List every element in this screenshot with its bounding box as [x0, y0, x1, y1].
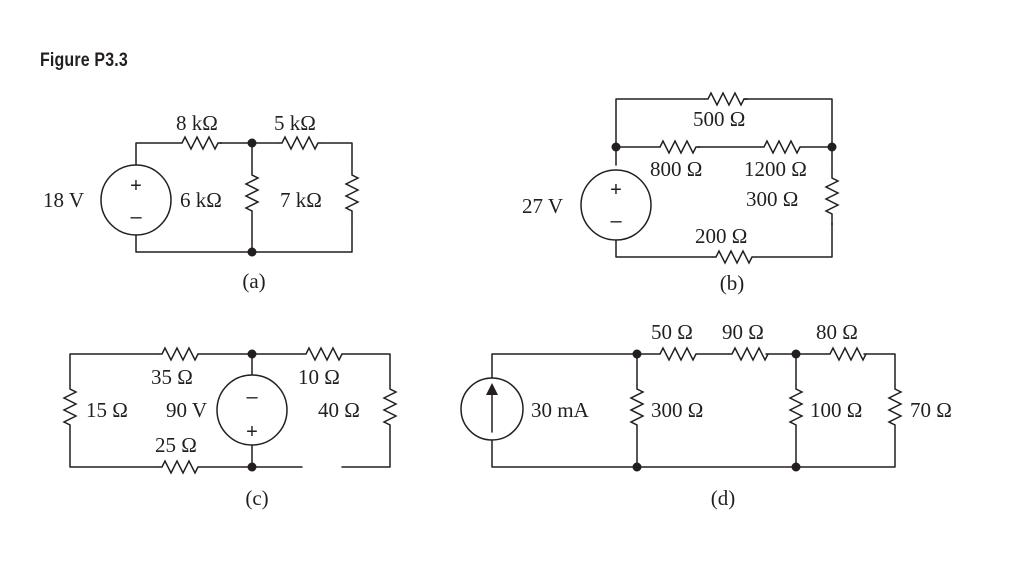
circuit-a-label-8k: 8 kΩ — [176, 111, 218, 135]
circuit-c-node-top — [248, 350, 257, 359]
circuit-c-caption: (c) — [245, 486, 269, 510]
circuit-a-label-6k: 6 kΩ — [180, 188, 222, 212]
figure-title: Figure P3.3 — [40, 50, 128, 71]
circuit-a-resistor-6k — [246, 172, 258, 222]
circuit-b-label-800: 800 Ω — [650, 157, 703, 181]
circuit-d-label-50: 50 Ω — [651, 320, 693, 344]
circuit-d-resistor-80 — [826, 348, 866, 360]
circuit-d-resistor-90 — [728, 348, 768, 360]
circuit-b-label-300: 300 Ω — [746, 187, 799, 211]
circuit-d-label-300: 300 Ω — [651, 398, 704, 422]
circuit-b-label-source: 27 V — [522, 194, 564, 218]
circuit-c — [64, 348, 396, 510]
circuit-a-node-bottom — [248, 248, 257, 257]
circuit-c-label-source: 90 V — [166, 398, 208, 422]
circuit-c-resistor-10 — [302, 348, 342, 360]
circuit-d-label-90: 90 Ω — [722, 320, 764, 344]
circuit-c-resistor-25 — [158, 461, 198, 473]
circuit-d-node-2-top — [792, 350, 801, 359]
circuit-c-source-minus: – — [246, 386, 258, 408]
circuit-b-node-right — [828, 143, 837, 152]
circuit-d — [461, 320, 952, 510]
circuit-b-resistor-1200 — [760, 141, 800, 153]
circuit-c-label-35: 35 Ω — [151, 365, 193, 389]
circuit-b-caption: (b) — [719, 271, 745, 295]
circuit-c-resistor-40 — [384, 385, 396, 435]
circuit-b-node-left — [612, 143, 621, 152]
circuit-a-resistor-7k — [346, 172, 358, 222]
circuit-b-resistor-200 — [712, 251, 752, 263]
circuit-d-resistor-50 — [660, 348, 696, 360]
circuit-c-label-40: 40 Ω — [318, 398, 360, 422]
circuit-a-label-7k: 7 kΩ — [280, 188, 322, 212]
circuit-b-resistor-800 — [660, 141, 700, 153]
circuit-d-caption: (d) — [710, 486, 736, 510]
circuit-d-resistor-300 — [631, 385, 643, 435]
circuit-d-label-70: 70 Ω — [910, 398, 952, 422]
circuit-d-node-1-bottom — [633, 463, 642, 472]
circuit-d-resistor-100 — [790, 385, 802, 435]
circuit-a-source-plus: + — [130, 175, 142, 197]
circuit-d-node-2-bottom — [792, 463, 801, 472]
circuit-c-resistor-15 — [64, 385, 76, 435]
circuit-c-label-15: 15 Ω — [86, 398, 128, 422]
circuit-a-source-minus: – — [130, 206, 142, 228]
circuit-d-label-100: 100 Ω — [810, 398, 863, 422]
circuit-a-resistor-5k — [278, 137, 322, 149]
circuit-a-caption: (a) — [242, 269, 266, 293]
circuit-c-source-plus: + — [246, 421, 258, 443]
circuit-c-resistor-35 — [158, 348, 198, 360]
circuit-b-source-plus: + — [610, 179, 622, 201]
circuit-b-source-minus: – — [610, 210, 622, 232]
circuit-c-node-bottom — [248, 463, 257, 472]
circuit-a — [43, 111, 358, 293]
circuit-b-resistor-500 — [704, 93, 748, 105]
circuit-b-resistor-300 — [826, 175, 838, 225]
circuit-a-label-source: 18 V — [43, 188, 85, 212]
circuit-a-node-top — [248, 139, 257, 148]
circuit-c-label-25: 25 Ω — [155, 433, 197, 457]
circuit-b — [522, 93, 838, 295]
circuit-d-resistor-70 — [889, 385, 901, 435]
circuit-d-node-1-top — [633, 350, 642, 359]
circuit-d-label-80: 80 Ω — [816, 320, 858, 344]
circuit-d-label-source: 30 mA — [531, 398, 589, 422]
circuit-a-resistor-8k — [182, 137, 222, 149]
circuit-a-label-5k: 5 kΩ — [274, 111, 316, 135]
circuit-b-label-500: 500 Ω — [693, 107, 746, 131]
circuit-b-label-1200: 1200 Ω — [744, 157, 807, 181]
circuit-c-label-10: 10 Ω — [298, 365, 340, 389]
circuit-b-label-200: 200 Ω — [695, 224, 748, 248]
